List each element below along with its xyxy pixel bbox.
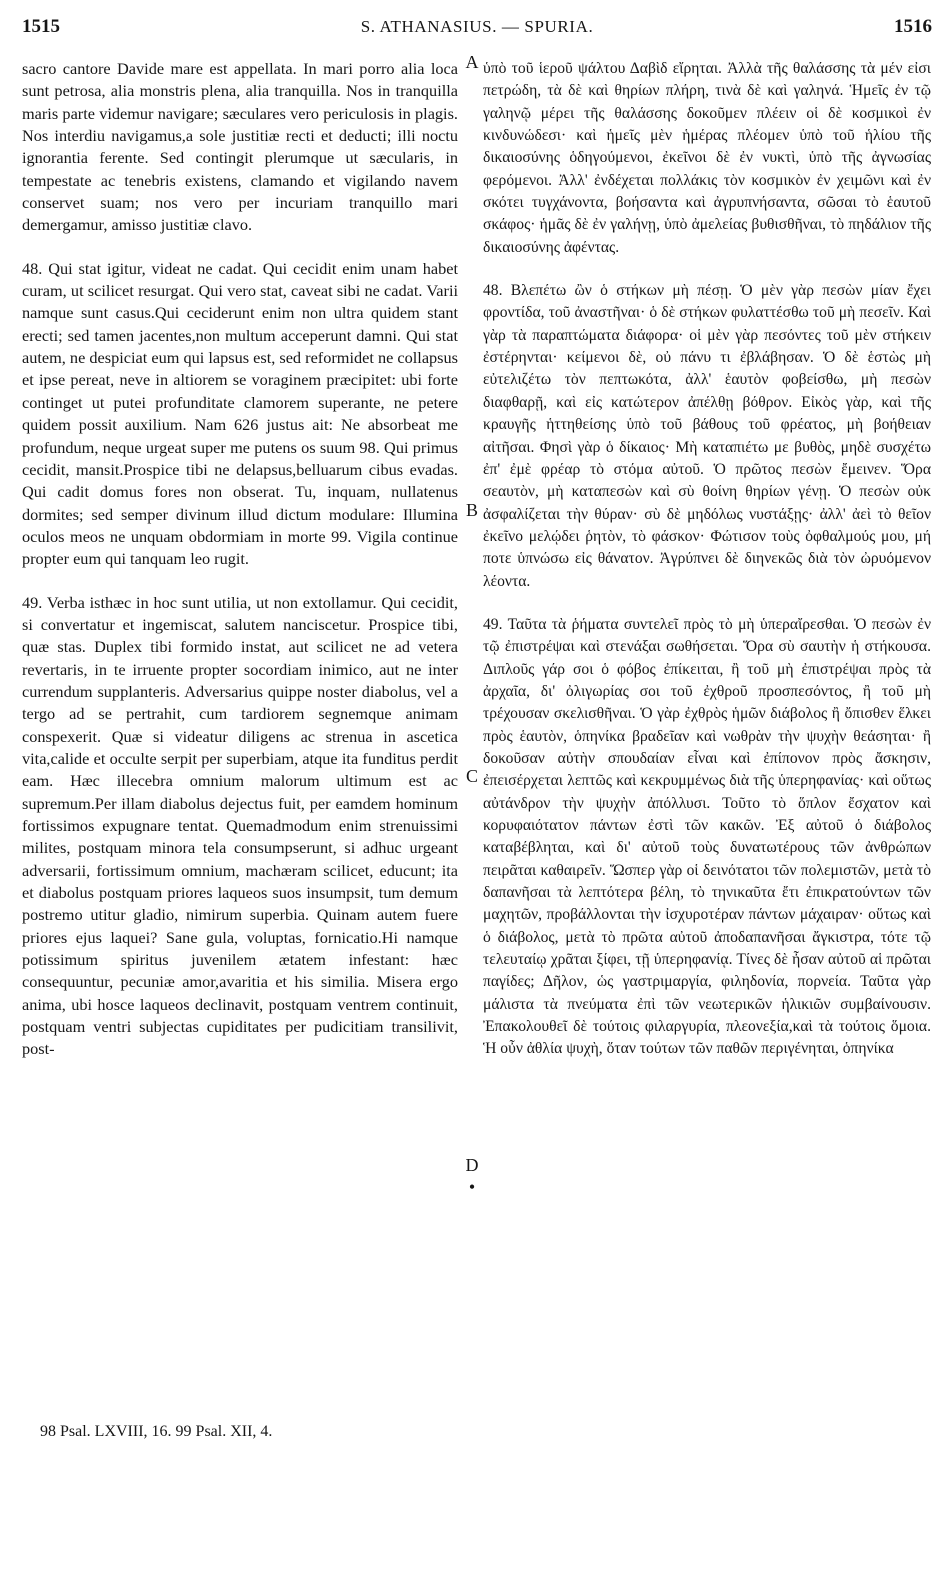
greek-column xyxy=(483,58,931,1061)
section-marker-dot: • xyxy=(468,1177,476,1197)
section-marker-a: A xyxy=(465,52,479,72)
latin-paragraph-1: sacro cantore Davide mare est appellata. In mari porro alia loca sunt petrosa, alia monstris plena, alia tranquilla. Nos in tranquilla maris parte videmur navigare; sæculares vero periculosis in plagis. Nos interdiu navigamus,a sole justitiæ recti et deducti; illi noctu ignorantia ferente. Sed contingit plerumque ut sæcularis, in tempestate ac tenebris existens, clamando et vigilando navem conservet suam; nos vero per incuriam tranquillo mari demergamur, amisso justitiæ clavo. xyxy=(22,59,458,235)
column-number-right: 1516 xyxy=(894,16,932,37)
greek-paragraph-1: ὑπὸ τοῦ ἱεροῦ ψάλτου Δαβὶδ εἴρηται. Ἀλλὰ τῆς θαλάσσης τὰ μέν εἰσι πετρώδη, τὰ δὲ καὶ θηρίων πλήρη, τινὰ δὲ καὶ γαληνά. Ἡμεῖς ἐν τῷ γαληνῷ μέρει τῆς θαλάσσης δοκοῦμεν πλέειν οἱ δὲ κοσμικοὶ ἐν κινδυνώδεσι· καὶ ἡμεῖς μὲν ἡμέρας πλέομεν ὑπὸ τοῦ ἡλίου τῆς δικαιοσύνης ὁδηγούμενοι, ἐκεῖνοι δὲ ἐν νυκτὶ, ὑπὸ τῆς ἀγνωσίας φερόμενοι. Ἀλλ' ἐνδέχεται πολλάκις τὸν κοσμικὸν ἐν χειμῶνι καὶ ἐν σκότει τυγχάνοντα, βοήσαντα καὶ ἀγρυπνήσαντα, σῶσαι τὸ ἑαυτοῦ σκάφος· ἡμᾶς δὲ ἐν γαλήνῃ, ὑπὸ ἀμελείας βυθισθῆναι, τὸ πηδάλιον τῆς δικαιοσύνης ἀφέντας. xyxy=(483,60,931,256)
footnotes: 98 Psal. LXVIII, 16. 99 Psal. XII, 4. xyxy=(40,1423,273,1440)
latin-paragraph-48: 48. Qui stat igitur, videat ne cadat. Qui cecidit enim unam habet curam, ut scilicet resurgat. Qui vero stat, caveat sibi ne cadat. Varii namque sunt casus.Qui ceciderunt enim non ultra quidem stant erecti; sed tamen jacentes,non multum acceperunt damni. Qui stat autem, ne despiciat eum qui lapsus est, sed reformidet ne collapsus et ipse pereat, neve in altiorem se voraginem præcipitet: ubi forte continget ut putei profunditate clamorem superante, ne petere quidem possit auxilium. Nam 626 justus ait: Ne absorbeat me profundum, neque urgeat super me putens os suum 98. Qui primus cecidit, mansit.Prospice tibi ne delapsus,belluarum cibus evadas. Qui cadit domus fores non obserat. Tu, inquam, nullatenus dormites; sed semper divinum illud dictum modulare: Illumina oculos meos ne unquam obdormiam in morte 99. Vigila continue propter eum qui tanquam leo rugit. xyxy=(22,258,458,569)
running-title: S. ATHANASIUS. — SPURIA. xyxy=(360,17,594,36)
section-marker-b: B xyxy=(465,500,478,520)
greek-paragraph-48: 48. Βλεπέτω ὢν ὁ στήκων μὴ πέσῃ. Ὁ μὲν γὰρ πεσὼν μίαν ἔχει φροντίδα, τοῦ ἀναστῆναι· ὁ δὲ στήκων φυλαττέσθω τοῦ μὴ πεσεῖν. Καὶ γὰρ τὰ παραπτώματα διάφορα· οἱ μὲν γὰρ πεσόντες τοῦ μὲν στήκειν ἐστέρηνται· κείμενοι δὲ, οὐ πάνυ τι ἐβλάβησαν. Ὁ δὲ ἑστὼς μὴ εὐτελιζέτω τὸν πεπτωκότα, ἀλλ' ἑαυτὸν φοβείσθω, μὴ πεσὼν διαφθαρῇ, καὶ εἰς κατώτερον ἀπέλθῃ βόθρον. Εἰκὸς γὰρ, καὶ τῆς κραυγῆς ἡττηθείσης ὑπὸ τοῦ βάθους τοῦ φρέατος, μὴ βοήθειαν αἰτῆσαι. Φησὶ γὰρ ὁ δίκαιος· Μὴ καταπιέτω με βυθὸς, μηδὲ συσχέτω ἐπ' ἐμὲ φρέαρ τὸ στόμα αὐτοῦ. Ὁ πρῶτος πεσὼν ἔμεινεν. Ὅρα σεαυτὸν, μὴ καταπεσὼν καὶ σὺ θοίνη θηρίων γένῃ. Ὁ πεσὼν οὐκ ἀσφαλίζεται τὴν θύραν· σὺ δὲ μηδόλως νυστάξῃς· ἀλλ' ἀεὶ τὸ θεῖον ἐκεῖνο μελῴδει ῥητὸν, τὸ φάσκον· Φώτισον τοὺς ὀφθαλμούς μου, μή ποτε ὑπνώσω εἰς θάνατον. Ἀγρύπνει δὲ διηνεκῶς διὰ τὸν ὠρυόμενον λέοντα. xyxy=(483,282,931,590)
column-number-left: 1515 xyxy=(22,16,60,37)
section-marker-d: D xyxy=(465,1155,479,1175)
greek-paragraph-49: 49. Ταῦτα τὰ ῥήματα συντελεῖ πρὸς τὸ μὴ ὑπεραἴρεσθαι. Ὁ πεσὼν ἐν τῷ ἐπιστρέψαι καὶ στενάξαι σωθήσεται. Ὅρα σὺ σαυτὴν ἡ στήκουσα. Διπλοῦς γάρ σοι ὁ φόβος ἐπίκειται, ἢ τοῦ μὴ ἐπιστρέψαι πρὸς τὰ ἀρχαῖα, δι' ὀλιγωρίας σοι τοῦ ἐχθροῦ προσπεσόντος, ἢ τοῦ μὴ τρέχουσαν σκελισθῆναι. Ὁ γὰρ ἐχθρὸς ἡμῶν διάβολος ἢ ὄπισθεν ἕλκει πρὸς ἑαυτὸν, ὁπηνίκα βραδεῖαν καὶ νωθρὰν τὴν ψυχὴν θεάσηται· ἢ δοκοῦσαν αὐτὴν σπουδαίαν εἶναι καὶ ἐπίπονον πρὸς ἄσκησιν, ἐπεισέρχεται λεπτῶς καὶ κεκρυμμένως διὰ τῆς ὑπερηφανίας· καὶ οὕτως αὐτάνδρον τὴν ψυχὴν ἀπόλλυσι. Τοῦτο τὸ ὅπλον ἔσχατον καὶ κορυφαιότατον πάντων ἐστὶ τῶν κακῶν. Ἐξ αὐτοῦ ὁ διάβολος καταβέβληται, καὶ δι' αὐτοῦ τοὺς δυνατωτέρους τῶν ἀνθρώπων πειρᾶται καθαιρεῖν. Ὥσπερ γὰρ οἱ δεινότατοι τῶν πολεμιστῶν, μετὰ τὸ δαπανῆσαι τὰ λεπτότερα βέλη, τὸ τηνικαῦτα ἔτι ἐπικρατούντων τῶν μαχητῶν, προβάλλονται τὴν ἰσχυροτέραν πάντων μάχαιραν· οὕτως καὶ ὁ διάβολος, μετὰ τὸ πρῶτα αὐτοῦ ἀποδαπανῆσαι ἄγκιστρα, τότε τῷ τελευταίῳ χρᾶται ξίφει, τῇ ὑπερηφανίᾳ. Τίνες δὲ ἦσαν αὐτοῦ αἱ πρῶται παγίδες; Δῆλον, ὡς γαστριμαργία, φιληδονία, πορνεία. Ταῦτα γὰρ μάλιστα τὰ πνεύματα ἐπὶ τῶν νεωτερικῶν ἡλικιῶν συμβαίνουσιν. Ἐπακολουθεῖ δὲ τούτοις φιλαργυρία, πλεονεξία,καὶ τὰ τούτοις ὅμοια. Ἡ οὖν ἀθλία ψυχὴ, ὅταν τούτων τῶν παθῶν περιγένηται, ὁπηνίκα xyxy=(483,615,931,1058)
latin-column xyxy=(22,58,458,1061)
latin-paragraph-49: 49. Verba isthæc in hoc sunt utilia, ut non extollamur. Qui cecidit, si convertatur et ingemiscat, salutem nanciscetur. Prospice tibi, quæ stas. Duplex tibi formido instat, aut scilicet ne ad vetera revertaris, in te irruente propter socordiam inimico, aut ne inter currendum supplanteris. Adversarius quippe noster diabolus, vel a tergo ad se pertrahit, cum tardiorem segnemque animam conspexerit. Quæ si videatur diligens ac strenua in ascetica vita,calide et occulte serpit per superbiam, atque ita funditus perdit eam. Hæc illecebra omnium malorum ultimum est ac supremum.Per illam diabolus dejectus fuit, per eamdem hominum fortissimos expugnare tentat. Quemadmodum enim strenuissimi milites, postquam minora tela consumpserunt, si adhuc urgeant adversarii, fortissimum omnium, machæram scilicet, educunt; ita et diabolus postquam priores laqueos suos insumpsit, tum demum postremo utitur gladio, nimirum superbia. Quinam autem fuere priores ejus laquei? Sane gula, voluptas, fornicatio.Hi namque potissimum spiritus juvenilem ætatem infestant: hæc consequuntur, pecuniæ amor,avaritia et his similia. Misera ergo anima, ubi hosce laqueos declinavit, postquam ventrem continuit, postquam ventri subjectas cupiditates per pudicitiam transilivit, post- xyxy=(22,592,458,1059)
page-header xyxy=(22,16,932,42)
section-marker-c: C xyxy=(465,766,478,786)
